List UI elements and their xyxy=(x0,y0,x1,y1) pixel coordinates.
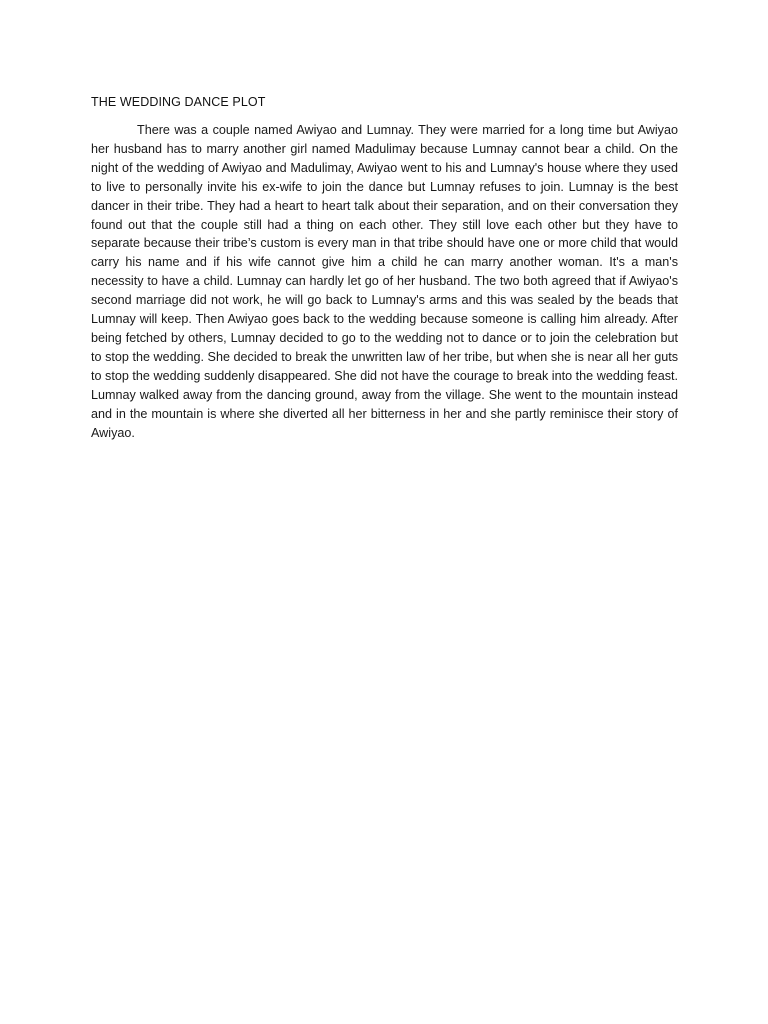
document-title: THE WEDDING DANCE PLOT xyxy=(91,95,266,109)
document-paragraph: There was a couple named Awiyao and Lumnay. They were married for a long time but Awiyao her husband has to marry another girl named Madulimay because Lumnay cannot bear a child. On the night of the wedding of Awiyao and Madulimay, Awiyao went to his and Lumnay's house where they used to live to personally invite his ex-wife to join the dance but Lumnay refuses to join. Lumnay is the best dancer in their tribe. They had a heart to heart talk about their separation, and on their conversation they found out that the couple still had a thing on each other. They still love each other but they have to separate because their tribe’s custom is every man in that tribe should have one or more child that would carry his name and if his wife cannot give him a child he can marry another woman. It's a man's necessity to have a child. Lumnay can hardly let go of her husband. The two both agreed that if Awiyao's second marriage did not work, he will go back to Lumnay's arms and this was sealed by the beads that Lumnay will keep. Then Awiyao goes back to the wedding because someone is calling him already. After being fetched by others, Lumnay decided to go to the wedding not to dance or to join the celebration but to stop the wedding. She decided to break the unwritten law of her tribe, but when she is near all her guts to stop the wedding suddenly disappeared. She did not have the courage to break into the wedding feast. Lumnay walked away from the dancing ground, away from the village. She went to the mountain instead and in the mountain is where she diverted all her bitterness in her and she partly reminisce their story of Awiyao. xyxy=(91,123,678,440)
